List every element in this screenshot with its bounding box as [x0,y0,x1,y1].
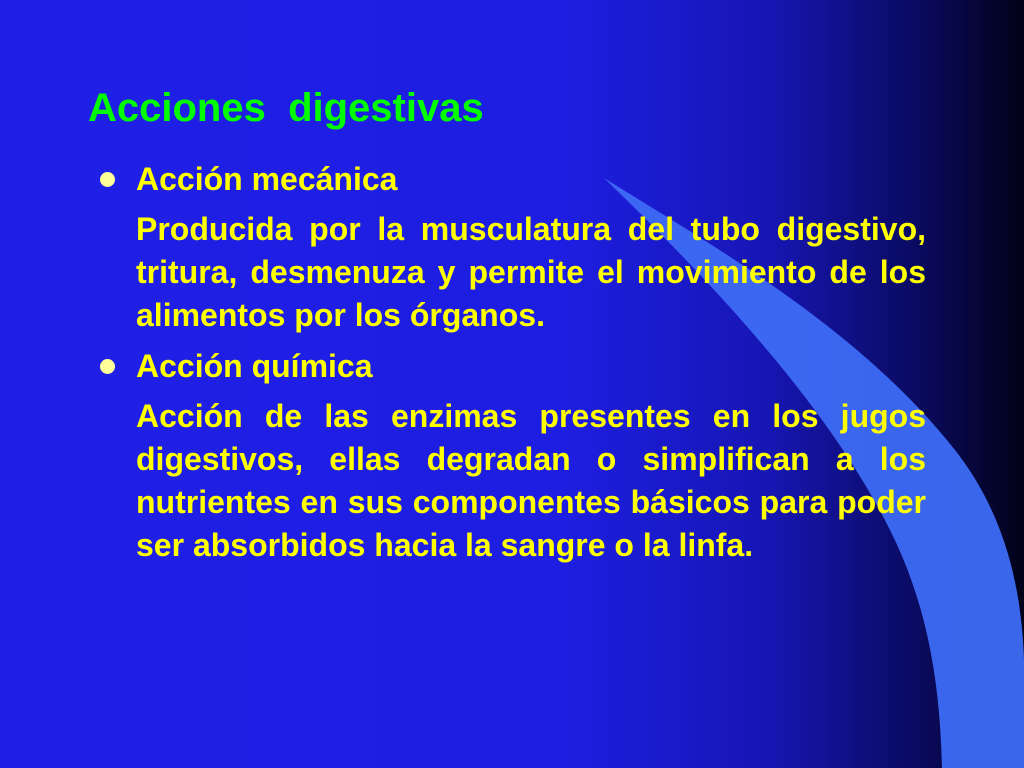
bullet-description: Acción de las enzimas presentes en los jugos digestivos, ellas degradan o simplifican a los nutrientes en sus componentes básicos para poder ser absorbidos hacia la sangre o la linfa. [136,398,926,563]
bullet-icon [100,172,115,187]
bullet-heading: Acción química [136,348,373,384]
bullet-item-chemical [96,343,926,389]
slide-title: Acciones digestivas [88,86,484,130]
bullet-heading: Acción mecánica [136,161,398,197]
bullet-icon [100,359,115,374]
slide-content [96,156,926,567]
bullet-description: Producida por la musculatura del tubo digestivo, tritura, desmenuza y permite el movimiento de los alimentos por los órganos. [136,211,926,333]
bullet-item-mechanical [96,156,926,202]
